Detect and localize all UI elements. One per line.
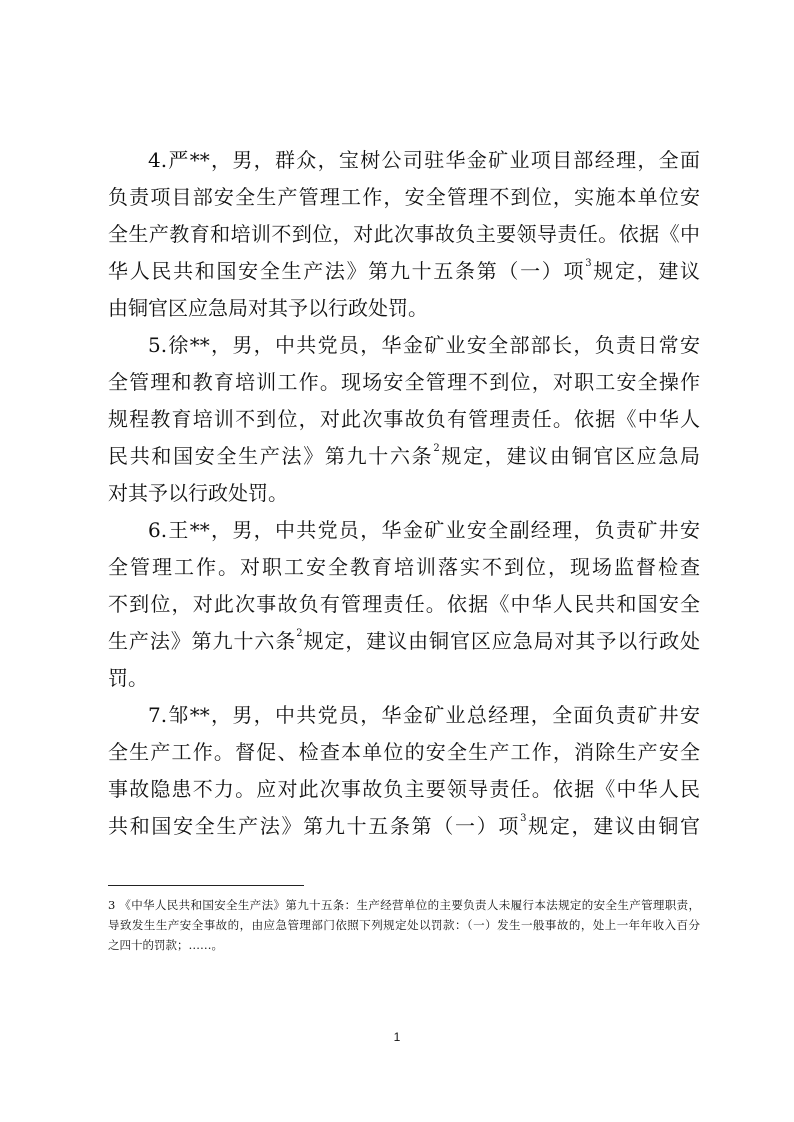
page-number: 1 xyxy=(393,1030,401,1044)
text-line xyxy=(108,479,700,516)
text-line xyxy=(108,294,700,331)
text-line xyxy=(108,368,700,405)
text-line xyxy=(108,553,700,590)
footnote-line: 3 《中华人民共和国安全生产法》第九十五条：生产经营单位的主要负责人未履行本法规定的安全生产管理职责， xyxy=(108,898,700,912)
text-segment: 对其予以行政处罚。 xyxy=(108,481,288,505)
paragraph xyxy=(108,331,700,516)
text-segment: 事故隐患不力。应对此次事故负主要领导责任。依据《中华人民 xyxy=(108,777,700,801)
text-segment: 民共和国安全生产法》第九十六条 xyxy=(108,444,434,468)
text-segment: 4.严**，男，群众，宝树公司驻华金矿业项目部经理，全面 xyxy=(148,148,700,172)
footnote-reference: 3 xyxy=(520,813,527,824)
text-line xyxy=(108,701,700,738)
text-segment: 生产法》第九十六条 xyxy=(108,629,297,653)
text-segment: 全管理工作。对职工安全教育培训落实不到位，现场监督检查 xyxy=(108,555,700,579)
text-line xyxy=(108,405,700,442)
text-segment: 规定，建议 xyxy=(591,259,701,283)
text-line xyxy=(108,812,700,849)
text-segment: 规定，建议由铜官区应急局 xyxy=(439,444,701,468)
paragraph xyxy=(108,516,700,701)
footnote-reference: 3 xyxy=(585,258,592,269)
text-line xyxy=(108,516,700,553)
footnote-line: 之四十的罚款；……。 xyxy=(108,938,223,952)
text-segment: 不到位，对此次事故负有管理责任。依据《中华人民共和国安全 xyxy=(108,592,700,616)
text-line xyxy=(108,775,700,812)
footnote-separator xyxy=(108,885,304,886)
text-segment: 6.王**，男，中共党员，华金矿业安全副经理，负责矿井安 xyxy=(148,518,700,542)
text-line xyxy=(108,664,700,701)
footnote-reference: 2 xyxy=(433,443,440,454)
text-segment: 负责项目部安全生产管理工作，安全管理不到位，实施本单位安 xyxy=(108,185,700,209)
document-body xyxy=(108,146,700,849)
text-line xyxy=(108,183,700,220)
footnote-reference: 2 xyxy=(296,628,303,639)
text-segment: 罚。 xyxy=(108,666,148,690)
text-segment: 全生产教育和培训不到位，对此次事故负主要领导责任。依据《中 xyxy=(108,222,700,246)
text-segment: 华人民共和国安全生产法》第九十五条第（一）项 xyxy=(108,259,586,283)
text-segment: 全生产工作。督促、检查本单位的安全生产工作，消除生产安全 xyxy=(108,740,700,764)
text-segment: 由铜官区应急局对其予以行政处罚。 xyxy=(108,296,428,320)
text-segment: 规定，建议由铜官 xyxy=(526,814,701,838)
text-segment: 5.徐**，男，中共党员，华金矿业安全部部长，负责日常安 xyxy=(148,333,700,357)
text-line xyxy=(108,738,700,775)
text-line xyxy=(108,146,700,183)
text-segment: 7.邹**，男，中共党员，华金矿业总经理，全面负责矿井安 xyxy=(148,703,700,727)
text-line xyxy=(108,257,700,294)
footnote-line: 导致发生生产安全事故的，由应急管理部门依照下列规定处以罚款：（一）发生一般事故的，处上一年年收入百分 xyxy=(108,918,700,932)
text-line xyxy=(108,627,700,664)
text-segment: 共和国安全生产法》第九十五条第（一）项 xyxy=(108,814,521,838)
text-segment: 规程教育培训不到位，对此次事故负有管理责任。依据《中华人 xyxy=(108,407,700,431)
text-line xyxy=(108,220,700,257)
paragraph xyxy=(108,701,700,849)
paragraph xyxy=(108,146,700,331)
text-segment: 规定，建议由铜官区应急局对其予以行政处 xyxy=(302,629,701,653)
text-segment: 全管理和教育培训工作。现场安全管理不到位，对职工安全操作 xyxy=(108,370,700,394)
text-line xyxy=(108,442,700,479)
text-line xyxy=(108,590,700,627)
text-line xyxy=(108,331,700,368)
footnote xyxy=(108,895,700,955)
